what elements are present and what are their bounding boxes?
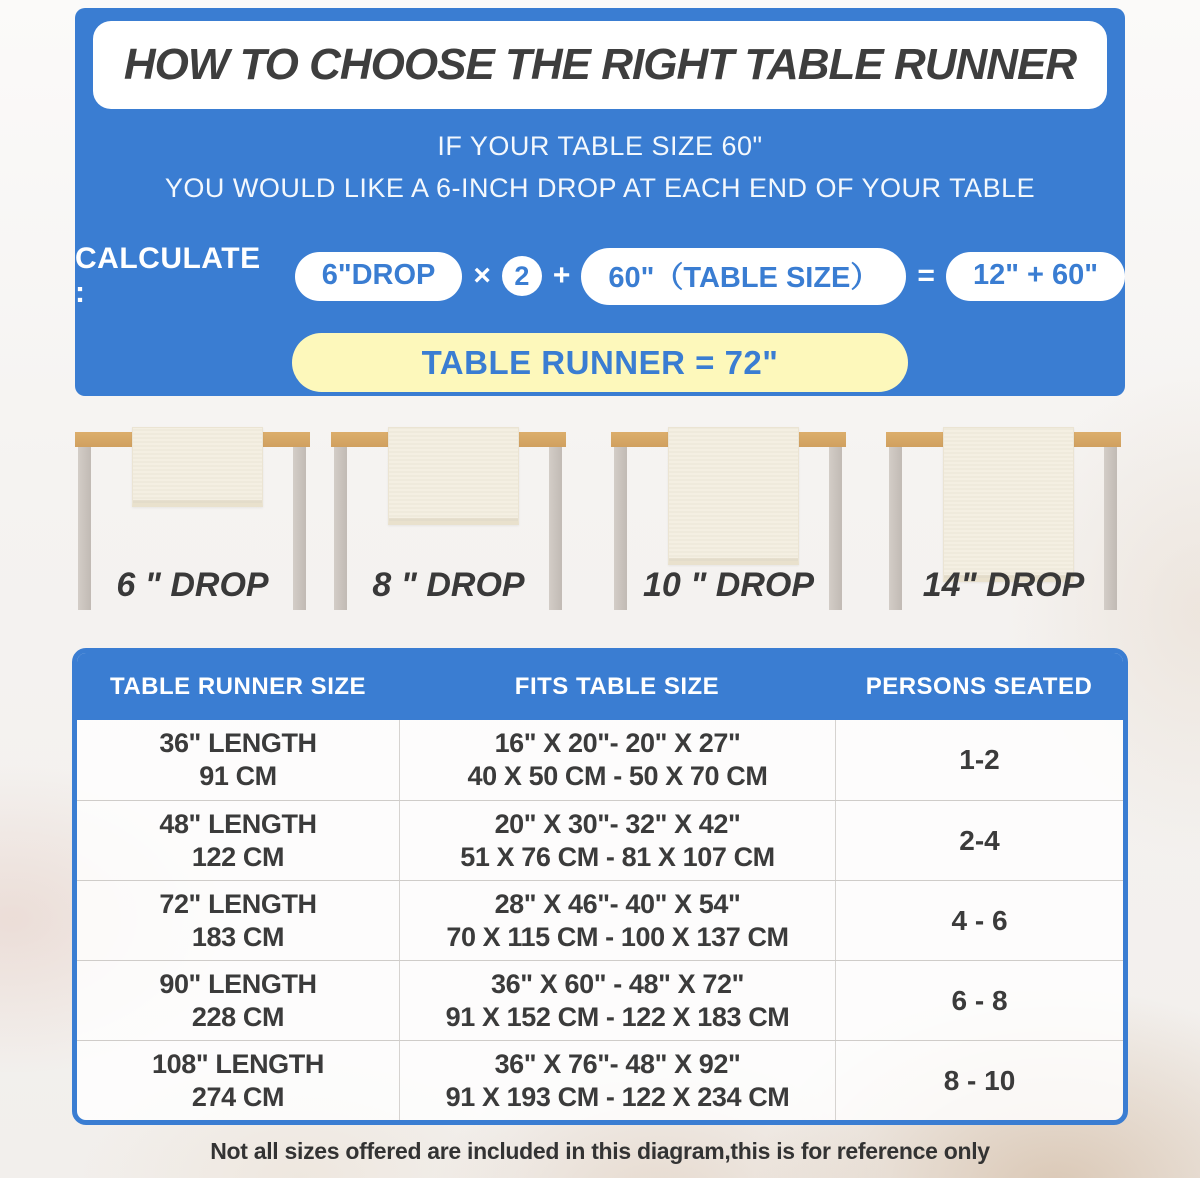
equals-sign: = bbox=[917, 259, 935, 292]
table-row bbox=[77, 1040, 1123, 1120]
runner-size-inches: 90" LENGTH bbox=[159, 968, 317, 999]
calculate-label: CALCULATE : bbox=[75, 242, 261, 309]
table-row bbox=[77, 880, 1123, 960]
header-cell-persons: PERSONS SEATED bbox=[865, 672, 1093, 700]
subtitle-line1: IF YOUR TABLE SIZE 60" bbox=[437, 131, 763, 161]
table-row bbox=[77, 720, 1123, 800]
cell-fits-size bbox=[399, 961, 835, 1040]
header-panel bbox=[75, 8, 1125, 396]
subtitle-line2: YOU WOULD LIKE A 6-INCH DROP AT EACH END OF YOUR TABLE bbox=[164, 173, 1036, 203]
runner-size-cm: 91 CM bbox=[199, 761, 277, 791]
cell-runner-size bbox=[77, 961, 399, 1040]
cell-fits-size bbox=[399, 1041, 835, 1120]
drop-label: 14" DROP bbox=[922, 566, 1085, 604]
fits-size-cm: 70 X 115 CM - 100 X 137 CM bbox=[446, 921, 789, 952]
drop-figure-10 bbox=[611, 396, 846, 648]
multiply-sign: × bbox=[473, 259, 491, 292]
cell-persons bbox=[835, 881, 1123, 960]
table-runner-cloth bbox=[388, 427, 519, 525]
multiplier-badge: 2 bbox=[502, 256, 542, 296]
sum-pill: 12" + 60" bbox=[946, 252, 1125, 301]
result-pill bbox=[292, 333, 908, 392]
cell-persons bbox=[835, 801, 1123, 880]
cell-fits-size bbox=[399, 881, 835, 960]
drop-value-pill: 6"DROP bbox=[295, 252, 463, 301]
runner-size-inches: 72" LENGTH bbox=[159, 888, 317, 919]
size-table bbox=[72, 648, 1128, 1125]
table-runner-cloth bbox=[668, 427, 799, 565]
header-cell-fits-size: FITS TABLE SIZE bbox=[514, 672, 720, 700]
table-size-pill: 60"（TABLE SIZE） bbox=[581, 248, 906, 305]
fits-size-inches: 36" X 60" - 48" X 72" bbox=[491, 968, 744, 999]
persons-value: 6 - 8 bbox=[951, 984, 1008, 1016]
size-table-header bbox=[77, 653, 1123, 720]
drop-figure-6 bbox=[75, 396, 310, 648]
drop-label: 8 " DROP bbox=[372, 566, 525, 604]
cell-runner-size bbox=[77, 1041, 399, 1120]
runner-size-cm: 122 CM bbox=[191, 841, 285, 872]
result-text: TABLE RUNNER = 72" bbox=[421, 343, 779, 381]
plus-sign: + bbox=[552, 259, 571, 292]
runner-size-cm: 228 CM bbox=[191, 1001, 285, 1032]
fits-size-cm: 51 X 76 CM - 81 X 107 CM bbox=[460, 841, 775, 872]
persons-value: 2-4 bbox=[959, 824, 1000, 856]
cell-fits-size bbox=[399, 801, 835, 880]
table-runner-cloth bbox=[132, 427, 263, 507]
page-title: HOW TO CHOOSE THE RIGHT TABLE RUNNER bbox=[123, 40, 1077, 89]
runner-size-inches: 48" LENGTH bbox=[159, 808, 317, 839]
fits-size-cm: 91 X 152 CM - 122 X 183 CM bbox=[445, 1001, 790, 1032]
persons-value: 8 - 10 bbox=[943, 1064, 1016, 1096]
cell-fits-size bbox=[399, 720, 835, 800]
drop-figure-14 bbox=[886, 396, 1121, 648]
table-row bbox=[77, 800, 1123, 880]
drop-examples bbox=[75, 396, 1125, 648]
runner-size-cm: 183 CM bbox=[191, 921, 285, 952]
persons-value: 1-2 bbox=[959, 744, 1000, 775]
fits-size-inches: 20" X 30"- 32" X 42" bbox=[494, 808, 741, 839]
table-row bbox=[77, 960, 1123, 1040]
table-runner-cloth bbox=[943, 427, 1074, 582]
cell-persons bbox=[835, 961, 1123, 1040]
footer-note: Not all sizes offered are included in this diagram,this is for reference only bbox=[210, 1138, 990, 1164]
runner-size-inches: 36" LENGTH bbox=[159, 728, 317, 759]
title-box bbox=[93, 21, 1107, 109]
calculation-row bbox=[75, 242, 1125, 310]
fits-size-inches: 16" X 20"- 20" X 27" bbox=[494, 728, 741, 759]
cell-runner-size bbox=[77, 881, 399, 960]
drop-label: 6 " DROP bbox=[116, 566, 269, 604]
drop-figure-8 bbox=[331, 396, 566, 648]
fits-size-inches: 28" X 46"- 40" X 54" bbox=[494, 888, 741, 919]
cell-persons bbox=[835, 1041, 1123, 1120]
fits-size-cm: 91 X 193 CM - 122 X 234 CM bbox=[445, 1081, 790, 1112]
cell-runner-size bbox=[77, 801, 399, 880]
runner-size-cm: 274 CM bbox=[191, 1081, 285, 1112]
cell-persons bbox=[835, 720, 1123, 800]
header-cell-runner-size: TABLE RUNNER SIZE bbox=[109, 672, 367, 700]
cell-runner-size bbox=[77, 720, 399, 800]
fits-size-inches: 36" X 76"- 48" X 92" bbox=[494, 1048, 741, 1079]
fits-size-cm: 40 X 50 CM - 50 X 70 CM bbox=[467, 761, 768, 791]
persons-value: 4 - 6 bbox=[951, 904, 1008, 936]
drop-label: 10 " DROP bbox=[642, 566, 815, 604]
runner-size-inches: 108" LENGTH bbox=[152, 1048, 324, 1079]
